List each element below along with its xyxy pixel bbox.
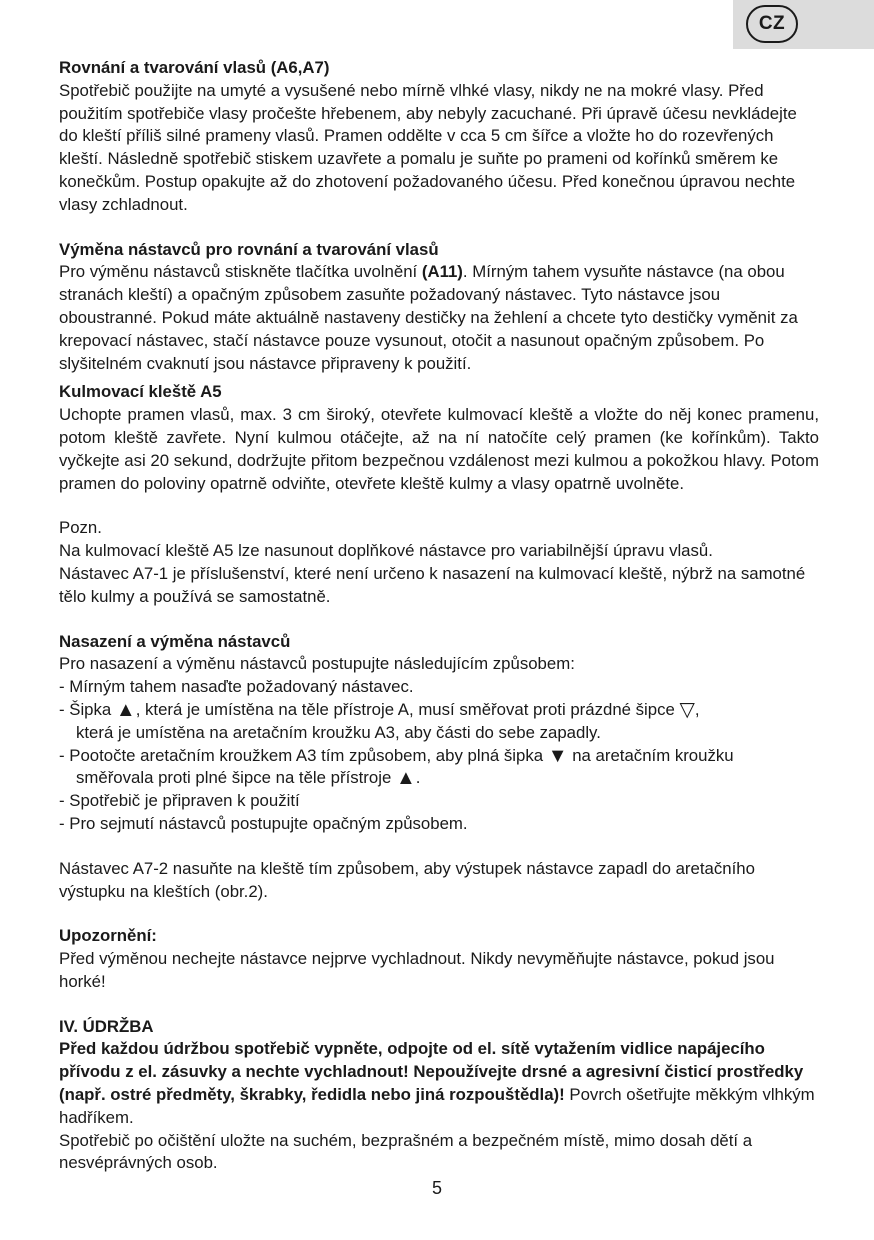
paragraph-maintenance: Před každou údržbou spotřebič vypněte, odpojte od el. sítě vytažením vidlice napájecího přívodu z el. zásuvky a nechte vychladnout! Nepoužívejte drsné a agresivní čisticí prostředky (např. ostré předměty, škrabky, ředidla nebo jiná rozpouštědla)! Povrch ošetřujte měkkým vlhkým hadříkem. [59,1039,815,1127]
heading-straightening: Rovnání a tvarování vlasů (A6,A7) [59,58,330,77]
page-number: 5 [431,1178,442,1198]
procedure-item-3: - Pootočte aretačním kroužkem A3 tím způsobem, aby plná šipka ▼ na aretačním kroužku směřovala proti plné šipce na těle přístroje ▲. [59,744,734,790]
filled-up-arrow-icon: ▲ [115,698,136,721]
procedure-item-5: - Pro sejmutí nástavců postupujte opačným způsobem. [59,813,468,833]
paragraph-warning: Před výměnou nechejte nástavce nejprve vychladnout. Nikdy nevyměňujte nástavce, pokud jsou horké! [59,949,775,991]
paragraph-attachment-a7-2: Nástavec A7-2 nasuňte na kleště tím způsobem, aby výstupek nástavce zapadl do aretačního výstupku na kleštích (obr.2). [59,858,755,901]
paragraph-straightening: Spotřebič použijte na umyté a vysušené nebo mírně vlhké vlasy, nikdy ne na mokré vlasy. Před použitím spotřebiče vlasy pročešte hřebenem, aby nebyly zacuchané. Při úpravě účesu nevkládejte do kleští příliš silné prameny vlasů. Pramen oddělte v cca 5 cm šířce a vložte ho do rozevřených kleští. Následně spotřebič stiskem uzavřete a pomalu je suňte po prameni od kořínků směrem ke konečkům. Postup opakujte až do zhotovení požadovaného účesu. Před konečnou úpravou nechte vlasy zchladnout. [59,80,797,214]
paragraph-attachment-exchange: Pro výměnu nástavců stiskněte tlačítka uvolnění (A11). Mírným tahem vysuňte nástavce (na obou stranách kleští) a opačným způsobem zasuňte požadovaný nástavec. Tyto nástavce jsou oboustranné. Pokud máte aktuálně nastaveny destičky na žehlení a chcete tyto destičky vyměnit za krepovací nástavec, stačí nástavce pouze vysunout, otočit a nasunout opačným způsobem. Po slyšitelném cvaknutí jsou nástavce připraveny k použití. [59,262,798,373]
heading-attachment-exchange: Výměna nástavců pro rovnání a tvarování vlasů [59,239,439,259]
paragraph-curling-tongs: Uchopte pramen vlasů, max. 3 cm široký, otevřete kulmovací kleště a vložte do něj konec pramenu, potom kleště zavřete. Nyní kulmou otáčejte, až na ní natočíte celý pramen (ke kořínkům). Takto vyčkejte asi 20 sekund, dodržujte přitom bezpečnou vzdálenost mezi kulmou a pokožkou hlavy. Potom pramen do poloviny opatrně odviňte, otevřete kleště kulmy a vlasy opatrně uvolněte. [59,405,819,493]
heading-attach-procedure: Nasazení a výměna nástavců [59,631,291,651]
filled-down-arrow-icon: ▼ [547,744,568,767]
document-body [59,57,819,1175]
note-line-1: Na kulmovací kleště A5 lze nasunout doplňkové nástavce pro variabilnější úpravu vlasů. [59,541,713,561]
release-button-ref: (A11) [421,262,463,282]
language-badge: CZ [746,5,798,43]
note-line-2: Nástavec A7-1 je příslušenství, které není určeno k nasazení na kulmovací kleště, nýbrž na samotné tělo kulmy a používá se samostatně. [59,563,806,606]
heading-warning: Upozornění: [59,926,157,946]
note-label: Pozn. [59,518,102,538]
procedure-item-1: - Mírným tahem nasaďte požadovaný nástavec. [59,677,414,697]
hollow-down-arrow-icon: ▽ [679,698,695,721]
procedure-intro: Pro nasazení a výměnu nástavců postupujte následujícím způsobem: [59,654,575,674]
heading-curling-tongs: Kulmovací kleště A5 [59,382,222,402]
procedure-item-4: - Spotřebič je připraven k použití [59,791,300,811]
procedure-item-2: - Šipka ▲, která je umístěna na těle přístroje A, musí směřovat proti prázdné šipce ▽, která je umístěna na aretačním kroužku A3, aby části do sebe zapadly. [59,698,700,742]
paragraph-storage: Spotřebič po očištění uložte na suchém, bezprašném a bezpečném místě, mimo dosah dětí a nesvéprávných osob. [59,1130,753,1173]
filled-up-arrow-icon: ▲ [395,767,416,790]
heading-maintenance: IV. ÚDRŽBA [59,1016,154,1036]
